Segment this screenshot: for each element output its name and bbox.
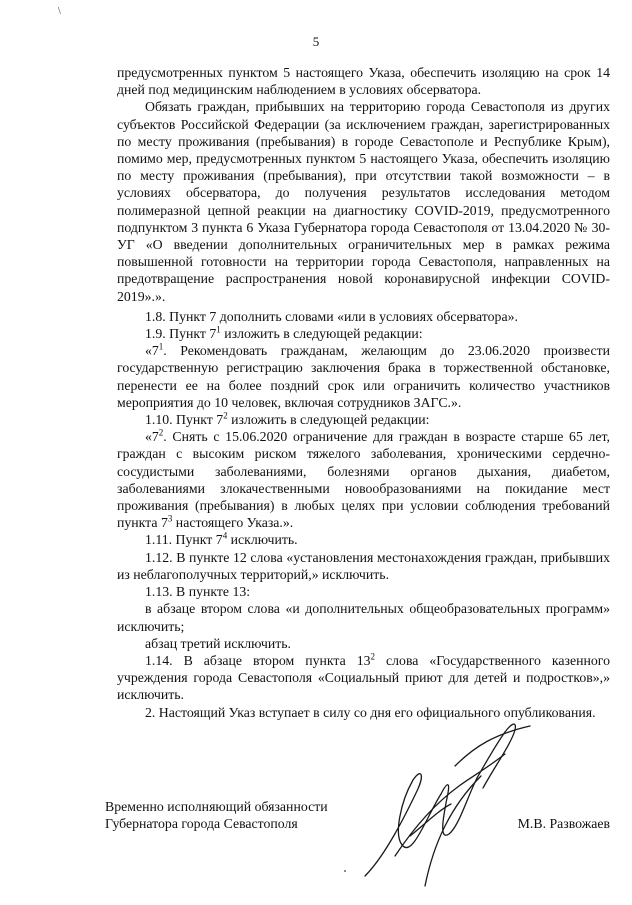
signatory-title-line-1: Временно исполняющий обязанности — [105, 799, 328, 814]
item-1-10: 1.10. Пункт $7^2$ изложить в следующей редакции: — [145, 410, 430, 428]
scan-dot — [344, 870, 346, 872]
page-number: 5 — [312, 34, 320, 49]
paragraph-continuation: предусмотренных пунктом 5 настоящего Указа, обеспечить изоляцию на срок 14 дней под медицинским наблюдением в условиях обсерватора. — [117, 65, 610, 98]
handwritten-signature — [355, 706, 535, 896]
item-1-13: 1.13. В пункте 13: — [145, 584, 251, 600]
paragraph-obligation: Обязать граждан, прибывших на территорию города Севастополя из других субъектов Российской Федерации (за исключением граждан, зарегистрированных по месту проживания (пребывания) в городе Севастополе и Республике Крым), помимо мер, предусмотренных пунктом 5 настоящего Указа, обеспечить изоляцию по месту проживания (пребывания), при отсутствии такой возможности – в условиях обсерватора, до получения результатов исследования методом полимеразной цепной реакции на диагностику COVID-2019, предусмотренного подпунктом 3 пункта 6 Указа Губернатора города Севастополя от 13.04.2020 № 30-УГ «О введении дополнительных ограничительных мер в рамках режима повышенной готовности на территории города Севастополя, направленных на предотвращение распространения новой коронавирусной инфекции COVID-2019».». — [117, 99, 610, 304]
signatory-title-line-2: Губернатора города Севастополя — [105, 816, 298, 832]
corner-mark: \ — [58, 6, 61, 17]
quote-7-2: «$7^2$. Снять с 15.06.2020 ограничение для граждан в возрасте старше 65 лет, граждан с высоким риском тяжелого заболевания, хроническими сердечно-сосудистыми заболеваниями, болезнями органов дыхания, диабетом, заболеваниями злокачественными новообразованиями на покидание мест проживания (пребывания) в любых целях при условии соблюдения требований пункта $7^3$ настоящего Указа.». — [117, 427, 610, 531]
item-1-13-sub-1: в абзаце втором слова «и дополнительных общеобразовательных программ» исключить; — [117, 601, 610, 634]
item-1-12: 1.12. В пункте 12 слова «установления местонахождения граждан, прибывших из неблагополучных территорий,» исключить. — [117, 549, 610, 582]
document-body — [117, 64, 610, 721]
item-2: 2. Настоящий Указ вступает в силу со дня его официального опубликования. — [145, 704, 596, 720]
item-1-14: 1.14. В абзаце втором пункта $13^2$ слова «Государственного казенного учреждения города Севастополя «Социальный приют для детей и подростков»,» исключить. — [117, 651, 610, 703]
item-1-9: 1.9. Пункт $7^1$ изложить в следующей редакции: — [145, 324, 423, 342]
quote-7-1: «$7^1$. Рекомендовать гражданам, желающим до 23.06.2020 произвести государственную регистрацию заключения брака в торжественной обстановке, перенести ее на более поздний срок или ограничить количество участников мероприятия до 10 человек, включая сотрудников ЗАГС.». — [117, 341, 610, 410]
item-1-11: 1.11. Пункт $7^4$ исключить. — [145, 530, 298, 548]
signatory-name: М.В. Развожаев — [517, 816, 610, 831]
signatory-title — [105, 798, 328, 832]
item-1-13-sub-2: абзац третий исключить. — [145, 635, 291, 651]
item-1-8: 1.8. Пункт 7 дополнить словами «или в условиях обсерватора». — [145, 308, 518, 324]
